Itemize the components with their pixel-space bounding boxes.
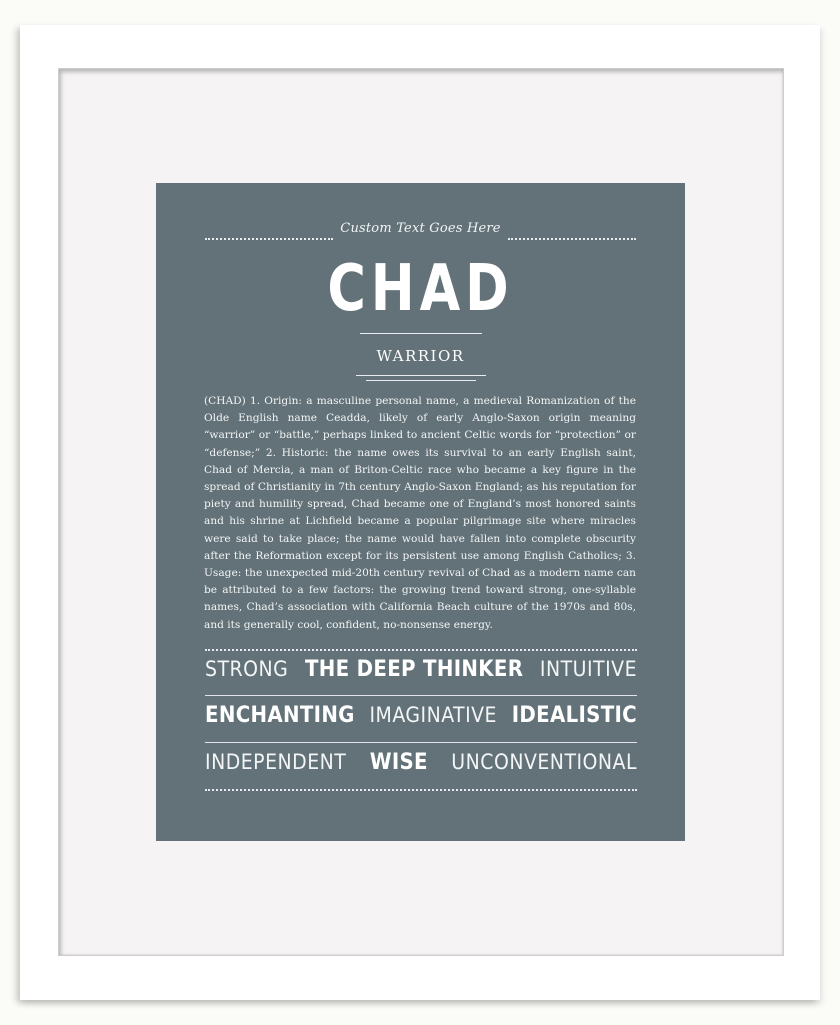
- name-meaning: WARRIOR: [376, 347, 465, 365]
- dotted-divider-middle: [205, 649, 637, 651]
- meaning-rule-top: [360, 333, 482, 334]
- trait-word: ENCHANTING: [205, 703, 355, 728]
- trait-word: THE DEEP THINKER: [304, 657, 524, 682]
- trait-word: WISE: [369, 750, 428, 775]
- trait-word: IMAGINATIVE: [369, 703, 497, 727]
- trait-word: UNCONVENTIONAL: [451, 750, 637, 774]
- trait-word: INTUITIVE: [539, 657, 637, 681]
- trait-row-2: [205, 703, 637, 728]
- name-title: CHAD: [327, 252, 514, 326]
- trait-divider: [205, 695, 637, 696]
- meaning-rule-bottom-2: [366, 380, 476, 381]
- dotted-divider-left: [205, 238, 333, 240]
- name-print: [156, 183, 685, 841]
- trait-word: IDEALISTIC: [511, 703, 637, 728]
- trait-word: STRONG: [205, 657, 289, 681]
- trait-row-1: [205, 657, 637, 682]
- custom-text: Custom Text Goes Here: [340, 221, 501, 236]
- meaning-rule-bottom: [356, 375, 486, 376]
- dotted-divider-right: [508, 238, 636, 240]
- trait-divider: [205, 742, 637, 743]
- trait-word: INDEPENDENT: [205, 750, 347, 774]
- trait-row-3: [205, 750, 637, 775]
- name-definition: (CHAD) 1. Origin: a masculine personal name, a medieval Romanization of the Olde English name Ceadda, likely of early Anglo-Saxon origin meaning “warrior” or “battle,” perhaps linked to ancient Celtic words for “protection” or “defense;” 2. Historic: the name owes its survival to an early English saint, Chad of Mercia, a man of Briton-Celtic race who became a key figure in the spread of Christianity in 7th century Anglo-Saxon England; as his reputation for piety and humility spread, Chad became one of England’s most honored saints and his shrine at Lichfield became a popular pilgrimage site where miracles were said to take place; the name would have fallen into complete obscurity after the Reformation except for its persistent use among English Catholics; 3. Usage: the unexpected mid-20th century revival of Chad as a modern name can be attributed to a few factors: the growing trend toward strong, one-syllable names, Chad’s association with California Beach culture of the 1970s and 80s, and its generally cool, confident, no-nonsense energy.: [204, 395, 636, 631]
- dotted-divider-bottom: [205, 789, 637, 791]
